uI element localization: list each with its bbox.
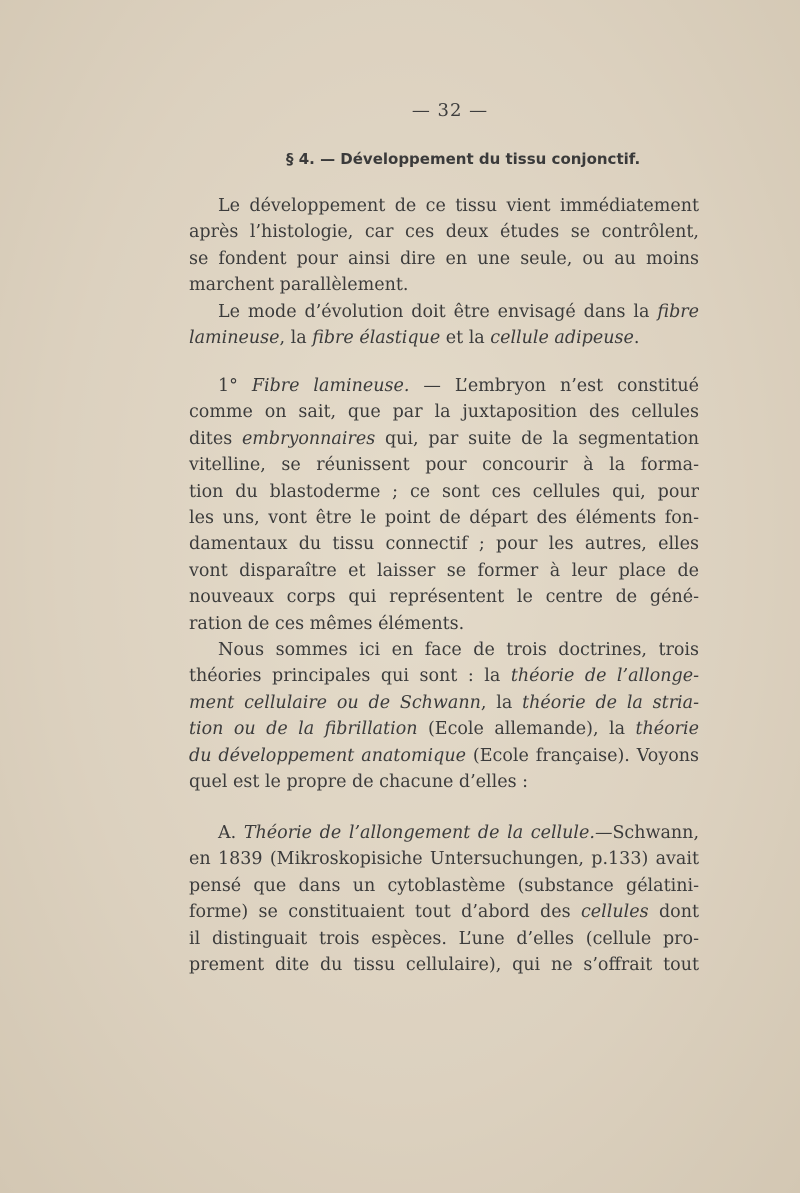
text-line: pensé que dans un cytoblastème (substance gélatini- (189, 875, 699, 896)
text-line: quel est le propre de chacune d’elles : (189, 772, 529, 793)
theory-a-section (189, 820, 699, 978)
text-line: damentaux du tissu connectif ; pour les autres, elles (189, 534, 699, 555)
text-line: théories principales qui sont : la théorie de l’allonge- (189, 666, 700, 687)
text-line: il distinguait trois espèces. L’une d’elles (cellule pro- (189, 928, 699, 949)
text-line: Le mode d’évolution doit être envisagé dans la fibre (218, 301, 699, 322)
text-line: du développement anatomique (Ecole française). Voyons (189, 745, 699, 766)
text-line: ment cellulaire ou de Schwann, la théorie de la stria- (189, 692, 700, 713)
text-line: après l’histologie, car ces deux études se contrôlent, (189, 222, 699, 243)
text-line: se fondent pour ainsi dire en une seule, ou au moins (189, 248, 699, 269)
text-line: tion ou de la fibrillation (Ecole allemande), la théorie (189, 719, 699, 740)
text-line: ration de ces mêmes éléments. (189, 613, 465, 634)
fibre-lamineuse-section (189, 373, 699, 796)
text-line: Le développement de ce tissu vient immédiatement (218, 196, 699, 216)
text-line: prement dite du tissu cellulaire), qui ne s’offrait tout (189, 955, 699, 976)
text-line: vont disparaître et laisser se former à leur place de (189, 560, 699, 581)
text-line: en 1839 (Mikroskopisiche Untersuchungen, p.133) avait (189, 849, 699, 870)
page-number: — 32 — (411, 100, 489, 121)
text-line: forme) se constituaient tout d’abord des cellules dont (189, 902, 699, 923)
text-line: comme on sait, que par la juxtaposition des cellules (189, 402, 699, 423)
intro-paragraphs (189, 193, 699, 351)
section-heading: § 4. — Développement du tissu conjonctif. (286, 150, 641, 168)
text-line: A. Théorie de l’allongement de la cellule.—Schwann, (218, 823, 700, 843)
text-line: tion du blastoderme ; ce sont ces cellules qui, pour (189, 481, 699, 502)
text-line: vitelline, se réunissent pour concourir à la forma- (189, 455, 699, 476)
text-line: Nous sommes ici en face de trois doctrines, trois (218, 640, 699, 661)
text-line: lamineuse, la fibre élastique et la cellule adipeuse. (189, 328, 640, 349)
text-line: les uns, vont être le point de départ des éléments fon- (189, 508, 699, 529)
text-line: 1° Fibre lamineuse. — L’embryon n’est constitué (218, 376, 699, 396)
text-line: dites embryonnaires qui, par suite de la segmentation (189, 428, 699, 449)
text-line: nouveaux corps qui représentent le centre de géné- (189, 587, 699, 608)
text-line: marchent parallèlement. (189, 275, 409, 296)
